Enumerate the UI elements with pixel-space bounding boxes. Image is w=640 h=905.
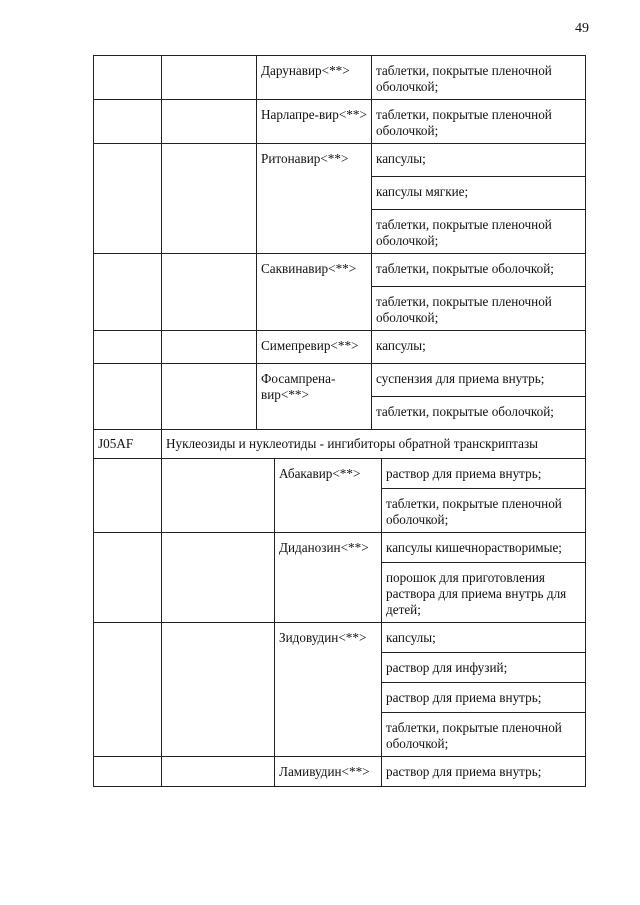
page-number: 49 <box>575 21 589 36</box>
dosage-form-cell: таблетки, покрытые пленочной оболочкой; <box>372 210 586 254</box>
group-name-cell <box>162 623 275 757</box>
dosage-form-cell: таблетки, покрытые пленочной оболочкой; <box>382 489 586 533</box>
dosage-form-cell: раствор для приема внутрь; <box>382 757 586 787</box>
code-cell <box>94 144 162 254</box>
drug-name-cell: Ламивудин<**> <box>275 757 382 787</box>
group-name-cell <box>162 254 257 331</box>
group-name-cell <box>162 331 257 364</box>
code-cell <box>94 459 162 533</box>
drug-name-cell: Диданозин<**> <box>275 533 382 623</box>
drug-name-cell: Симепревир<**> <box>257 331 372 364</box>
code-cell <box>94 623 162 757</box>
dosage-form-cell: таблетки, покрытые оболочкой; <box>372 397 586 430</box>
drug-name-cell: Фосампрена-вир<**> <box>257 364 372 430</box>
dosage-form-cell: капсулы мягкие; <box>372 177 586 210</box>
dosage-form-cell: таблетки, покрытые пленочной оболочкой; <box>372 100 586 144</box>
section-header-row <box>94 430 586 459</box>
dosage-form-cell: таблетки, покрытые пленочной оболочкой; <box>372 287 586 331</box>
drug-name-cell: Саквинавир<**> <box>257 254 372 331</box>
dosage-form-cell: раствор для приема внутрь; <box>382 683 586 713</box>
dosage-form-cell: капсулы; <box>372 331 586 364</box>
drug-name-cell: Ритонавир<**> <box>257 144 372 254</box>
dosage-form-cell: таблетки, покрытые оболочкой; <box>372 254 586 287</box>
group-name-cell <box>162 757 275 787</box>
drug-name-cell: Нарлапре-вир<**> <box>257 100 372 144</box>
dosage-form-cell: суспензия для приема внутрь; <box>372 364 586 397</box>
table-row <box>94 459 586 489</box>
dosage-form-cell: раствор для инфузий; <box>382 653 586 683</box>
table-row <box>94 100 586 144</box>
code-cell <box>94 56 162 100</box>
section-title: Нуклеозиды и нуклеотиды - ингибиторы обратной транскриптазы <box>162 430 586 459</box>
section-code: J05AF <box>94 430 162 459</box>
dosage-form-cell: таблетки, покрытые пленочной оболочкой; <box>372 56 586 100</box>
table-row <box>94 56 586 100</box>
group-name-cell <box>162 100 257 144</box>
code-cell <box>94 533 162 623</box>
table-row <box>94 364 586 397</box>
group-name-cell <box>162 144 257 254</box>
code-cell <box>94 100 162 144</box>
table-row <box>94 623 586 653</box>
group-name-cell <box>162 459 275 533</box>
dosage-form-cell: капсулы; <box>372 144 586 177</box>
group-name-cell <box>162 56 257 100</box>
code-cell <box>94 254 162 331</box>
table-row <box>94 331 586 364</box>
code-cell <box>94 757 162 787</box>
drug-name-cell: Дарунавир<**> <box>257 56 372 100</box>
dosage-form-cell: раствор для приема внутрь; <box>382 459 586 489</box>
table-row <box>94 757 586 787</box>
table-row <box>94 533 586 563</box>
group-name-cell <box>162 364 257 430</box>
group-name-cell <box>162 533 275 623</box>
drug-name-cell: Зидовудин<**> <box>275 623 382 757</box>
drug-table <box>93 55 586 787</box>
dosage-form-cell: капсулы кишечнорастворимые; <box>382 533 586 563</box>
table-row <box>94 254 586 287</box>
dosage-form-cell: таблетки, покрытые пленочной оболочкой; <box>382 713 586 757</box>
dosage-form-cell: порошок для приготовления раствора для приема внутрь для детей; <box>382 563 586 623</box>
drug-name-cell: Абакавир<**> <box>275 459 382 533</box>
code-cell <box>94 364 162 430</box>
dosage-form-cell: капсулы; <box>382 623 586 653</box>
table-row <box>94 144 586 177</box>
code-cell <box>94 331 162 364</box>
